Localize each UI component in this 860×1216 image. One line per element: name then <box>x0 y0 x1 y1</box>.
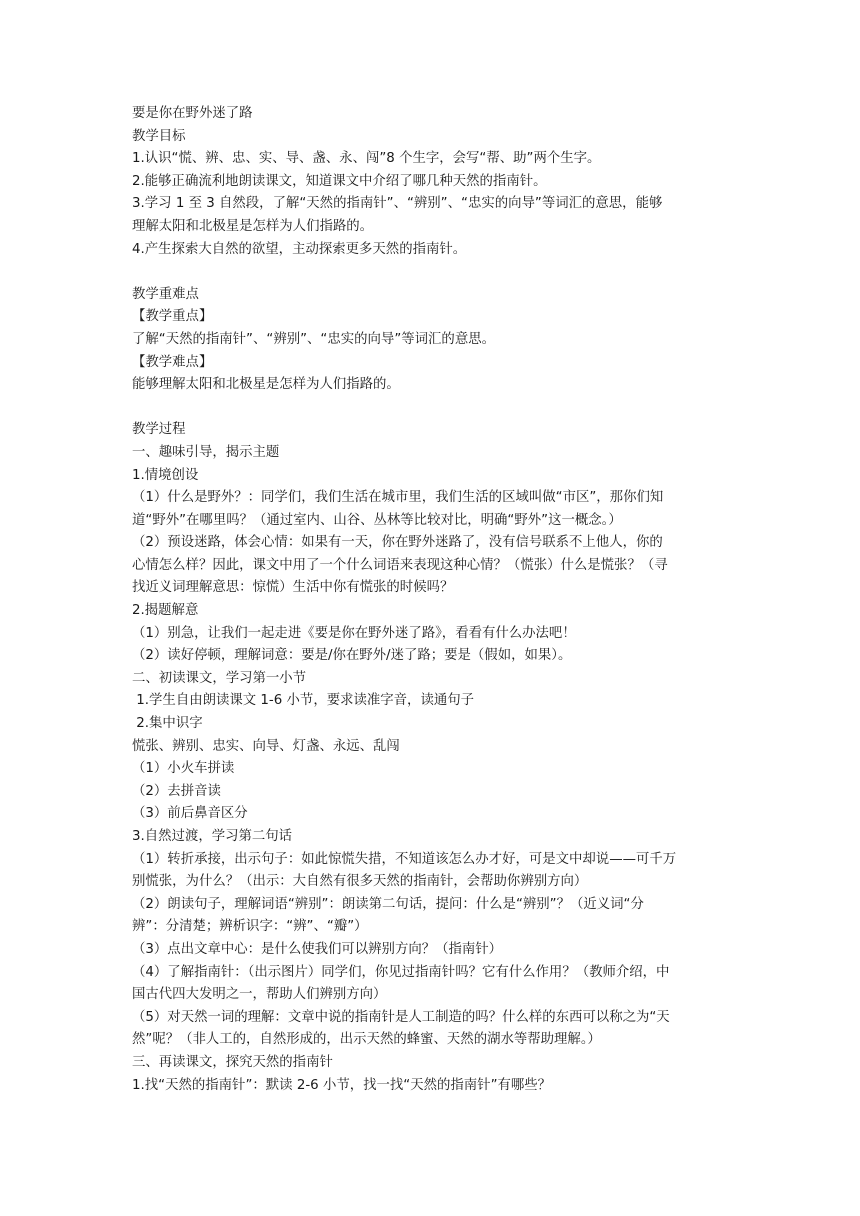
process-line: 二、初读课文，学习第一小节 <box>132 670 307 686</box>
process-line: （5）对天然一词的理解：文章中说的指南针是人工制造的吗？什么样的东西可以称之为“天 <box>132 1009 670 1025</box>
process-heading: 教学过程 <box>132 422 186 438</box>
key-point-label: 【教学重点】 <box>132 309 213 325</box>
goal-line: 2.能够正确流利地朗读课文，知道课文中介绍了哪几种天然的指南针。 <box>132 173 547 189</box>
process-line: 1.情境创设 <box>132 467 199 483</box>
process-line: 1.学生自由朗读课文 1-6 小节，要求读准字音，读通句子 <box>132 693 475 709</box>
goal-line: 4.产生探索大自然的欲望，主动探索更多天然的指南针。 <box>132 241 467 257</box>
process-line: 别慌张，为什么？（出示：大自然有很多天然的指南针，会帮助你辨别方向） <box>132 874 588 890</box>
process-line: （2）读好停顿，理解词意：要是/你在野外/迷了路；要是（假如，如果）。 <box>132 648 572 664</box>
difficult-point-text: 能够理解太阳和北极星是怎样为人们指路的。 <box>132 377 400 393</box>
process-line: （1）别急，让我们一起走进《要是你在野外迷了路》，看看有什么办法吧！ <box>132 625 576 641</box>
process-line: （3）点出文章中心：是什么使我们可以辨别方向？（指南针） <box>132 941 503 957</box>
process-line: （3）前后鼻音区分 <box>132 806 248 822</box>
process-line: 一、趣味引导，揭示主题 <box>132 444 280 460</box>
process-line: 道“野外”在哪里吗？（通过室内、山谷、丛林等比较对比，明确“野外”这一概念。） <box>132 512 622 528</box>
goal-line: 理解太阳和北极星是怎样为人们指路的。 <box>132 218 374 234</box>
process-line: （2）去拼音读 <box>132 783 221 799</box>
key-heading: 教学重难点 <box>132 286 199 302</box>
goal-line: 1.认识“慌、辨、忠、实、导、盏、永、闯”8 个生字，会写“帮、助”两个生字。 <box>132 151 601 167</box>
document-title: 要是你在野外迷了路 <box>132 106 253 121</box>
key-point-text: 了解“天然的指南针”、“辨别”、“忠实的向导”等词汇的意思。 <box>132 331 495 347</box>
process-line: 找近义词理解意思：惊慌）生活中你有慌张的时候吗？ <box>132 580 454 596</box>
goal-line: 3.学习 1 至 3 自然段，了解“天然的指南针”、“辨别”、“忠实的向导”等词汇的意思，能够 <box>132 196 663 212</box>
process-line: 辨”：分清楚；辨析识字：“辨”、“瓣”） <box>132 919 368 935</box>
process-line: 然”呢？（非人工的，自然形成的，出示天然的蜂蜜、天然的湖水等帮助理解。） <box>132 1032 601 1048</box>
process-line: （4）了解指南针：（出示图片）同学们，你见过指南针吗？它有什么作用？（教师介绍，中 <box>132 964 670 980</box>
process-line: 2.集中识字 <box>132 716 203 732</box>
document-body <box>132 103 732 1097</box>
process-line: 2.揭题解意 <box>132 603 199 619</box>
spacer <box>132 397 732 420</box>
process-line: 3.自然过渡，学习第二句话 <box>132 829 293 844</box>
process-line: 三、再读课文，探究天然的指南针 <box>132 1054 333 1070</box>
goals-heading: 教学目标 <box>132 128 186 144</box>
process-line: 慌张、辨别、忠实、向导、灯盏、永远、乱闯 <box>132 738 400 754</box>
process-line: （2）预设迷路，体会心情：如果有一天，你在野外迷路了，没有信号联系不上他人，你的 <box>132 535 663 551</box>
process-line: 1.找“天然的指南针”：默读 2-6 小节，找一找“天然的指南针”有哪些？ <box>132 1077 552 1093</box>
process-line: （2）朗读句子，理解词语“辨别”：朗读第二句话，提问：什么是“辨别”？（近义词“分 <box>132 896 644 912</box>
difficult-point-label: 【教学难点】 <box>132 354 213 370</box>
process-line: （1）转折承接，出示句子：如此惊慌失措，不知道该怎么办才好，可是文中却说——可千万 <box>132 851 677 867</box>
process-line: 国古代四大发明之一，帮助人们辨别方向） <box>132 987 387 1003</box>
process-line: （1）小火车拼读 <box>132 761 235 777</box>
spacer <box>132 261 732 284</box>
process-line: （1）什么是野外？：同学们，我们生活在城市里，我们生活的区域叫做“市区”，那你们知 <box>132 490 664 506</box>
process-line: 心情怎么样？因此，课文中用了一个什么词语来表现这种心情？（慌张）什么是慌张？（寻 <box>132 557 668 573</box>
